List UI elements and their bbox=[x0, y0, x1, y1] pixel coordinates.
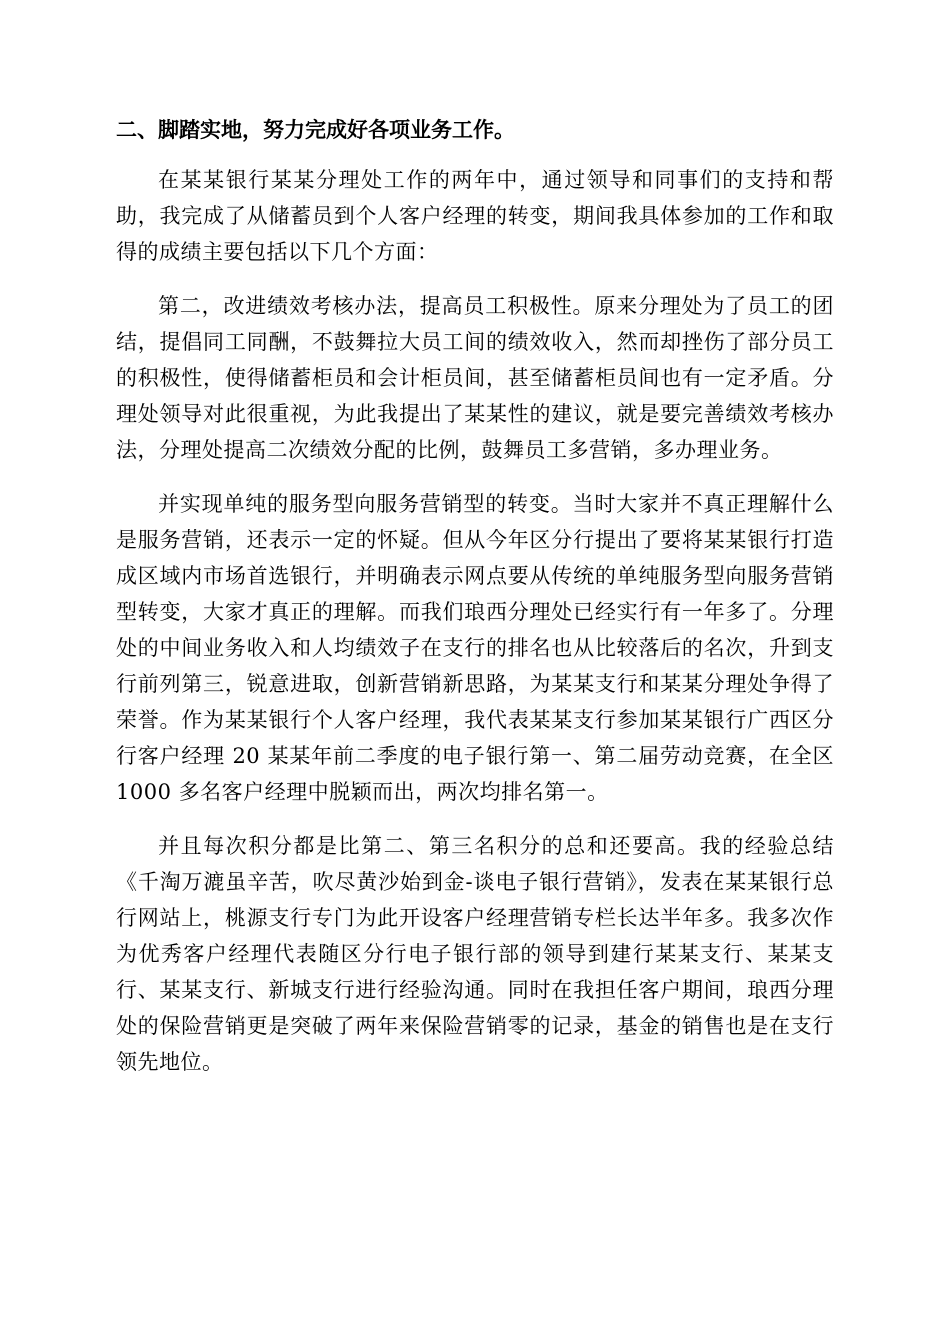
paragraph-2: 第二，改进绩效考核办法，提高员工积极性。原来分理处为了员工的团结，提倡同工同酬，不鼓舞拉大员工间的绩效收入，然而却挫伤了部分员工的积极性，使得储蓄柜员和会计柜员间，甚至储蓄柜员间也有一定矛盾。分理处领导对此很重视，为此我提出了某某性的建议，就是要完善绩效考核办法，分理处提高二次绩效分配的比例，鼓舞员工多营销，多办理业务。 bbox=[116, 294, 834, 462]
paragraph-1: 在某某银行某某分理处工作的两年中，通过领导和同事们的支持和帮助，我完成了从储蓄员到个人客户经理的转变，期间我具体参加的工作和取得的成绩主要包括以下几个方面： bbox=[116, 168, 834, 264]
paragraph-4: 并且每次积分都是比第二、第三名积分的总和还要高。我的经验总结《千淘万漉虽辛苦，吹尽黄沙始到金-谈电子银行营销》，发表在某某银行总行网站上，桃源支行专门为此开设客户经理营销专栏长达半年多。我多次作为优秀客户经理代表随区分行电子银行部的领导到建行某某支行、某某支行、某某支行、新城支行进行经验沟通。同时在我担任客户期间，琅西分理处的保险营销更是突破了两年来保险营销零的记录，基金的销售也是在支行领先地位。 bbox=[116, 834, 834, 1074]
paragraph-3: 并实现单纯的服务型向服务营销型的转变。当时大家并不真正理解什么是服务营销，还表示一定的怀疑。但从今年区分行提出了要将某某银行打造成区域内市场首选银行，并明确表示网点要从传统的单纯服务型向服务营销型转变，大家才真正的理解。而我们琅西分理处已经实行有一年多了。分理处的中间业务收入和人均绩效子在支行的排名也从比较落后的名次，升到支行前列第三，锐意进取，创新营销新思路，为某某支行和某某分理处争得了荣誉。作为某某银行个人客户经理，我代表某某支行参加某某银行广西区分行客户经理 20 某某年前二季度的电子银行第一、第二届劳动竞赛，在全区 1000 多名客户经理中脱颖而出，两次均排名第一。 bbox=[116, 492, 834, 804]
document-body bbox=[116, 110, 834, 1098]
section-heading: 二、脚踏实地，努力完成好各项业务工作。 bbox=[116, 118, 515, 142]
